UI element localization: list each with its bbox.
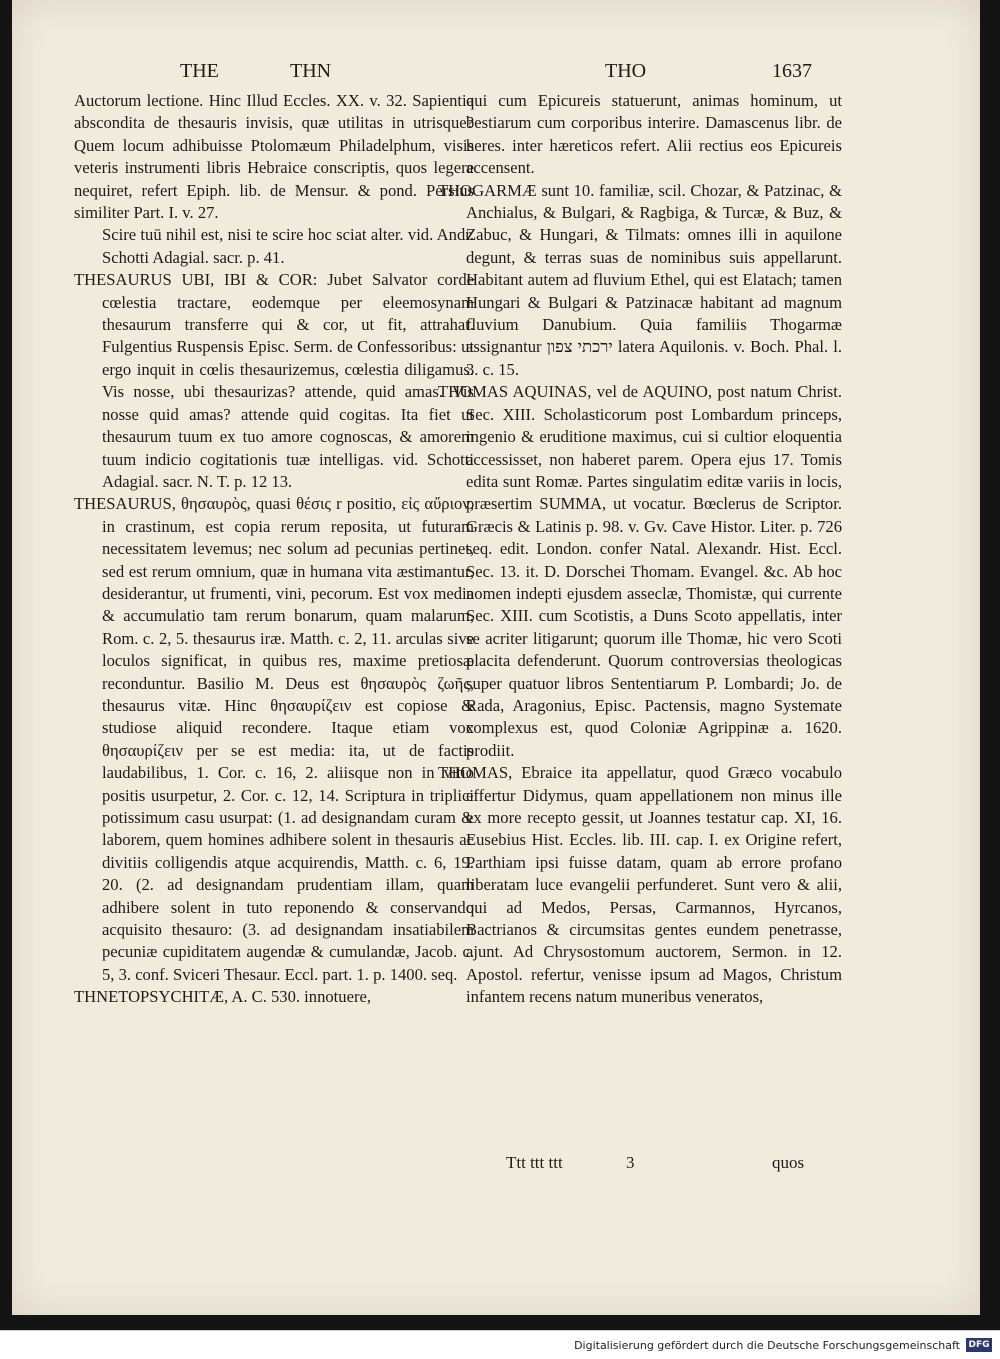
footer-bar bbox=[0, 1330, 1000, 1359]
funding-notice: Digitalisierung gefördert durch die Deutsche Forschungsgemeinschaft bbox=[574, 1339, 960, 1352]
signature-mark: Ttt ttt ttt bbox=[506, 1153, 563, 1172]
right-column bbox=[438, 90, 842, 1009]
header-left-1: THE bbox=[180, 60, 219, 82]
dictionary-entry: THOMAS, Ebraice ita appellatur, quod Græco vocabulo effertur Didymus, quam appellationem non minus ille ex more recepto gessit, ut Joannes testatur cap. XI, 16. Eusebius Hist. Eccles. lib. III. cap. I. ex Origine refert, Parthiam ipsi fuisse datam, quam ab errore profano liberatam luce evangelii perfunderet. Sunt vero & alii, qui ad Medos, Persas, Carmannos, Hyrcanos, Bactrianos & circumsitas gentes eundem penetrasse, ajunt. Ad Chrysostomum auctorem, Sermon. in 12. Apostol. refertur, venisse ipsum ad Magos, Christum infantem recens natum muneribus veneratos, bbox=[438, 763, 842, 1007]
running-header bbox=[12, 60, 980, 90]
dictionary-entry: THESAURUS UBI, IBI & COR: Jubet Salvator corde cœlestia tractare, eodemque per eleemosynam thesaurum transferre qui & cor, ut fit, attrahat. Fulgentius Ruspensis Episc. Serm. de Confessoribus: ut ergo inquit in cœlis thesaurizemus, cœlestia diligamus. Vis nosse, ubi thesaurizas? attende, quid amas. Vis nosse quid amas? attende quid cogitas. Ita fiet ut thesaurum tuum ex tuo amore cognoscas, & amorem tuum indicio cogitationis tuæ intelligas. vid. Schotti Adagial. sacr. N. T. p. 12 13. bbox=[74, 270, 474, 491]
dictionary-entry: THOMAS AQUINAS, vel de AQUINO, post natum Christ. Sec. XIII. Scholasticorum post Lombardum princeps, ingenio & eruditione maximus, cui si cultior eloquentia accessisset, non haberet parem. Opera ejus 17. Tomis edita sunt Romæ. Partes singulatim editæ variis in locis, præsertim SUMMA, ut vocatur. Bœclerus de Scriptor. Græcis & Latinis p. 98. v. Gv. Cave Histor. Liter. p. 726 seq. edit. London. confer Natal. Alexandr. Hist. Eccl. Sec. 13. it. D. Dorschei Thomam. Evangel. &c. Ab hoc nomen indepti ejusdem asseclæ, Thomistæ, qui currente Sec. XIII. cum Scotistis, a Duns Scoto appellatis, inter se acriter litigarunt; quorum ille Thomæ, hic vero Scoti placita defenderunt. Quorum controversias theologicas super quatuor libros Sententiarum P. Lombardi; Jo. de Rada, Aragonius, Episc. Pactensis, magno Systemate complexus est, quod Coloniæ Agrippinæ a. 1620. prodiit. bbox=[438, 382, 842, 760]
dictionary-entry: THNETOPSYCHITÆ, A. C. 530. innotuere, bbox=[74, 987, 371, 1007]
dfg-logo-icon: DFG bbox=[966, 1338, 992, 1352]
paragraph: Scire tuū nihil est, nisi te scire hoc sciat alter. vid. Andr. Schotti Adagial. sacr. p. 41. bbox=[102, 225, 474, 267]
paragraph: qui cum Epicureis statuerunt, animas hominum, ut bestiarum cum corporibus interire. Damascenus libr. de heres. inter hæreticos refert. Alii rectius eos Epicureis accensent. bbox=[466, 91, 842, 178]
paragraph: Auctorum lectione. Hinc Illud Eccles. XX. v. 32. Sapientia abscondita de thesauris invisis, quæ utilitas in utrisque? Quem locum adhibuisse Ptolomæum Philadelphum, visis veteris instrumenti libris Hebraice conscriptis, quos legere nequiret, refert Epiph. lib. de Mensur. & pond. Persius similiter Part. I. v. 27. bbox=[74, 91, 474, 223]
dictionary-entry: THESAURUS, θησαυρὸς, quasi θέσις r positio, εἰς αὔριον, in crastinum, est copia rerum reposita, ut futuram necessitatem levemus; nec solum ad pecunias pertinet, sed est rerum omnium, quæ in humana vita æstimantur, desiderantur, ut frumenti, vini, pecorum. Est vox media & accumulatio tam rerum bonarum, quam malarum, Rom. c. 2, 5. thesaurus iræ. Matth. c. 2, 11. arculas sive loculos significat, in quibus res, maxime pretiosæ reconduntur. Basilio M. Deus est θησαυρὸς ζωῆς, thesaurus vitæ. Hinc θησαυρίζειν est copiose & studiose aliquid recondere. Itaque etiam vox θησαυρίζειν per se est media: ita, ut de factis laudabilibus, 1. Cor. c. 16, 2. aliisque non in vitio positis usurpetur, 2. Cor. c. 12, 14. Scriptura in triplici potissimum casu usurpat: (1. ad designandam curam & laborem, quem homines adhibere solent in thesauris ac divitiis colligendis atque acquirendis, Matth. c. 6, 19. 20. (2. ad designandam prudentiam illam, quam adhibere solent in tuto reponendo & conservando acquisito thesauro: (3. ad designandam insatiabilem pecuniæ cupiditatem augendæ & cumulandæ, Jacob. c. 5, 3. conf. Sviceri Thesaur. Eccl. part. 1. p. 1400. seq. bbox=[74, 494, 474, 984]
catchword: quos bbox=[772, 1153, 805, 1172]
dictionary-entry: THOGARMÆ sunt 10. familiæ, scil. Chozar, & Patzinac, & Anchialus, & Bulgari, & Ragbiga, & Turcæ, & Buz, & Zabuc, & Hungari, & Tilmats: omnes illi in aquilone degunt, & terras suas de nominibus suis appellarunt. Habitant autem ad fluvium Ethel, qui est Elatach; tamen Hungari & Bulgari & Patzinacæ habitant ad magnum fluvium Danubium. Quia familiis Thogarmæ assignantur ירכתי צפון latera Aquilonis. v. Boch. Phal. l. 3. c. 15. bbox=[438, 180, 842, 379]
signature-line bbox=[12, 1153, 980, 1177]
page-number: 1637 bbox=[772, 60, 812, 82]
left-column bbox=[74, 90, 474, 1009]
header-left-2: THN bbox=[290, 60, 332, 82]
signature-number: 3 bbox=[626, 1153, 635, 1172]
header-right-1: THO bbox=[605, 60, 647, 82]
book-page bbox=[12, 0, 980, 1315]
